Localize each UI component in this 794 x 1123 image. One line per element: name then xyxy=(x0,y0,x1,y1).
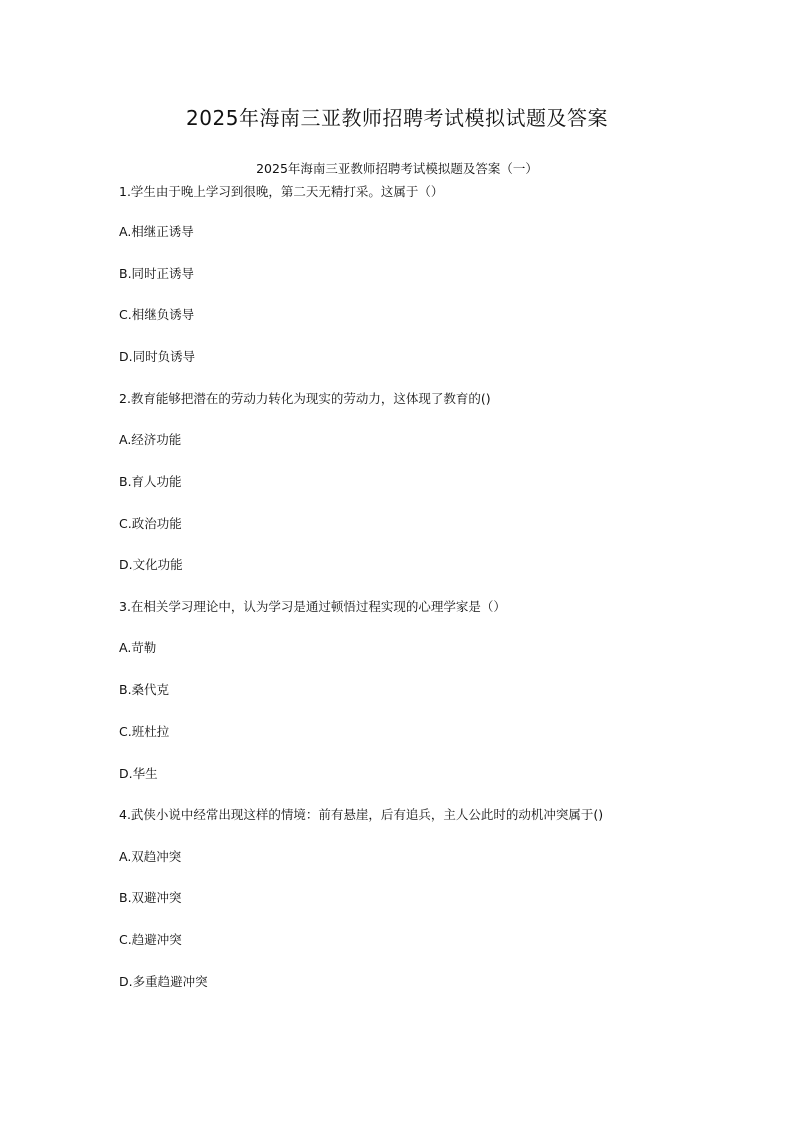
question-option: A.双趋冲突 xyxy=(119,849,182,864)
question-option: C.政治功能 xyxy=(119,516,182,531)
question-stem: 4.武侠小说中经常出现这样的情境：前有悬崖，后有追兵，主人公此时的动机冲突属于() xyxy=(119,807,604,822)
question-stem: 1.学生由于晚上学习到很晚，第二天无精打采。这属于（） xyxy=(119,184,444,199)
question-option: D.文化功能 xyxy=(119,557,183,572)
question-option: B.育人功能 xyxy=(119,474,182,489)
document-subtitle: 2025年海南三亚教师招聘考试模拟题及答案（一） xyxy=(256,161,538,176)
question-option: D.华生 xyxy=(119,766,158,781)
question-stem: 3.在相关学习理论中，认为学习是通过顿悟过程实现的心理学家是（） xyxy=(119,599,506,614)
question-option: C.相继负诱导 xyxy=(119,307,195,322)
question-option: B.同时正诱导 xyxy=(119,266,195,281)
question-option: A.苛勒 xyxy=(119,640,157,655)
question-stem: 2.教育能够把潜在的劳动力转化为现实的劳动力，这体现了教育的() xyxy=(119,391,491,406)
question-option: C.班杜拉 xyxy=(119,724,170,739)
question-option: B.双避冲突 xyxy=(119,890,182,905)
question-option: D.同时负诱导 xyxy=(119,349,196,364)
document-title: 2025年海南三亚教师招聘考试模拟试题及答案 xyxy=(186,106,608,130)
question-option: D.多重趋避冲突 xyxy=(119,974,208,989)
question-option: B.桑代克 xyxy=(119,682,170,697)
question-option: A.相继正诱导 xyxy=(119,224,194,239)
question-option: C.趋避冲突 xyxy=(119,932,182,947)
question-option: A.经济功能 xyxy=(119,432,182,447)
